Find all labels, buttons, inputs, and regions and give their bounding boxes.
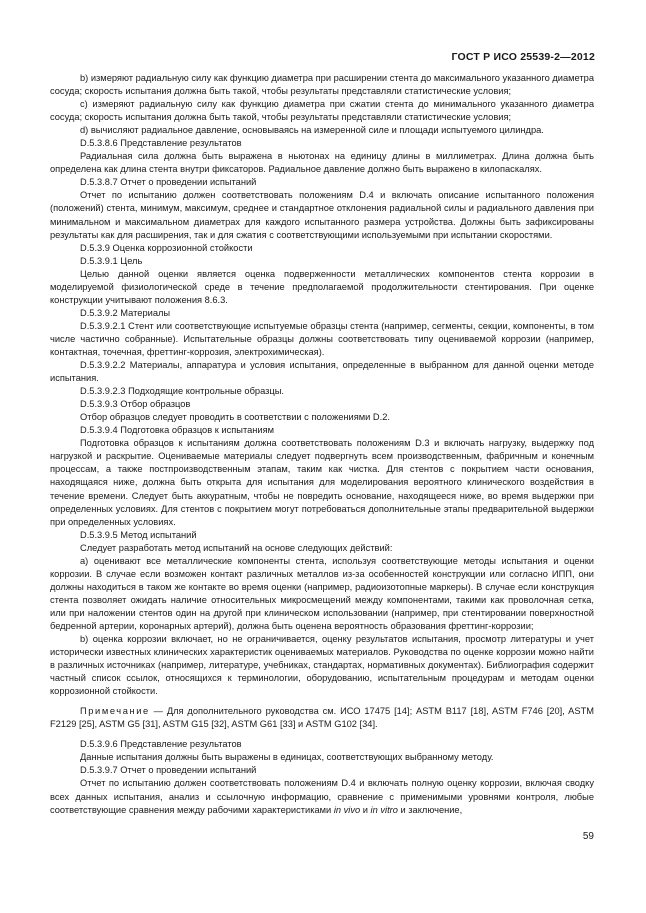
paragraph: Подготовка образцов к испытаниям должна соответствовать положениям D.3 и включать нагрузку, выдержку под нагрузкой и раскрытие. Оцениваемые материалы следует подвергнуть всем производственным, фабричным и конечным процессам, а также постпроизводственным этапам, таким как чистка. Для стентов с покрытием части основания, находящаяся ниже, должна быть открыта для испытания для моделирования вероятного клинического воздействия в течение времени. Следует быть аккуратным, чтобы не повредить основание, находящееся ниже, во время выдержки при определенных условиях. Для стентов с покрытием могут потребоваться дополнительные этапы предварительной выдержки при определенных условиях.: [50, 438, 594, 527]
standard-title: ГОСТ Р ИСО 25539-2—2012: [451, 51, 595, 63]
paragraph: b) оценка коррозии включает, но не ограничивается, оценку результатов испытания, просмотр литературы и учет исторически известных клинических характеристик оцениваемых материалов. Руководства по оценке коррозии можно найти в различных источниках (например, литературе, учебниках, стандартах, нормативных документах). Библиография содержит частный список ссылок, относящихся к терминологии, оборудованию, испытательным процедурам и методам оценки коррозионной стойкости.: [50, 634, 594, 697]
paragraph: Отчет по испытанию должен соответствовать положениям D.4 и включать описание испытанного положения (положений) стента, минимум, максимум, среднее и стандартное отклонения радиальной силы и радиального давления при минимальном и максимальном диаметрах для каждого испытанного размера устройства. Должны быть зафиксированы результаты как для расширения, так и для сжатия с соответствующими используемыми при испытании скоростями.: [50, 190, 594, 240]
section-heading: Данные испытания должны быть выражены в единицах, соответствующих выбранному методу.: [80, 752, 494, 763]
section-heading: Следует разработать метод испытаний на основе следующих действий:: [80, 542, 393, 553]
italic-term: in vitro: [370, 804, 398, 815]
paragraph-group: [50, 738, 594, 777]
section-heading: D.5.3.9.2.3 Подходящие контрольные образцы.: [80, 386, 284, 397]
section-heading: D.5.3.9.6 Представление результатов: [80, 739, 242, 750]
paragraph: [50, 777, 594, 816]
note-text: — Для дополнительного руководства см. ИСО 17475 [14]; ASTM B117 [18], ASTM F746 [20], ASTM F2129 [25], ASTM G5 [31], ASTM G15 [32], ASTM G61 [33] и ASTM G102 [34].: [50, 706, 594, 730]
note-paragraph: [50, 705, 594, 731]
section-heading: D.5.3.9.1 Цель: [80, 255, 143, 266]
section-heading: D.5.3.9 Оценка коррозионной стойкости: [80, 242, 253, 253]
paragraph: d) вычисляют радиальное давление, основываясь на измеренной силе и площади испытуемого цилиндра.: [80, 125, 544, 136]
note-label: Примечание: [80, 706, 150, 717]
text-run: Отчет по испытанию должен соответствовать положениям D.4 и включать полную оценку коррозии, включая сводку всех данных испытания, анализ и ссылочную информацию, сравнение с применимыми уровнями контроля, любые соответствующие сравнения между рабочими характеристиками: [50, 778, 594, 815]
paragraph-group: [50, 72, 594, 698]
paragraph: с) измеряют радиальную силу как функцию диаметра при сжатии стента до минимального указанного диаметра сосуда; скорость испытания должна быть такой, чтобы результаты представляли статистические условия;: [50, 99, 594, 123]
page-number: 59: [582, 831, 594, 842]
paragraph: D.5.3.9.2.2 Материалы, аппаратура и условия испытания, определенные в выбранном для данной оценки методе испытания.: [50, 360, 594, 384]
section-heading: D.5.3.8.7 Отчет о проведении испытаний: [80, 177, 257, 188]
section-heading: D.5.3.9.5 Метод испытаний: [80, 529, 197, 540]
page-content: [50, 72, 594, 817]
text-run: и: [360, 804, 371, 815]
section-heading: D.5.3.9.3 Отбор образцов: [80, 399, 191, 410]
paragraph: а) оценивают все металлические компоненты стента, используя соответствующие методы испытания и оценки коррозии. В случае если возможен контакт различных металлов из-за особенностей конструкции или согласно ИПП, они должны находиться в таком же контакте во время оценки (например, радиоизотопные маркеры). В случае если конструкция стента позволяет ожидать наличие относительных микросмещений между компонентами, такими как проволочная сетка, или при наложении стентов один на другой при клиническом использовании (например, при стентировании поверхностной бедренной артерии, коронарных артерий), должна быть оценена вероятность образования фреттинг-коррозии;: [50, 555, 594, 631]
section-heading: D.5.3.8.6 Представление результатов: [80, 138, 242, 149]
section-heading: D.5.3.9.2 Материалы: [80, 307, 171, 318]
paragraph: b) измеряют радиальную силу как функцию диаметра при расширении стента до максимального указанного диаметра сосуда; скорость испытания должна быть такой, чтобы результаты представляли статистические условия;: [50, 73, 594, 97]
paragraph: Радиальная сила должна быть выражена в ньютонах на единицу длины в миллиметрах. Длина должна быть определена как длина стента внутри фиксаторов. Радиальное давление должно быть выражено в килопаскалях.: [50, 151, 594, 175]
section-heading: D.5.3.9.7 Отчет о проведении испытаний: [80, 765, 257, 776]
text-run: и заключение,: [397, 804, 463, 815]
paragraph: Целью данной оценки является оценка подверженности металлических компонентов стента коррозии в моделируемой физиологической среде в течение предполагаемой продолжительности стентирования. При оценке конструкции учитывают положения 8.6.3.: [50, 268, 594, 305]
italic-term: in vivo: [333, 804, 361, 815]
section-heading: Отбор образцов следует проводить в соответствии с положениями D.2.: [80, 412, 390, 423]
paragraph: D.5.3.9.2.1 Стент или соответствующие испытуемые образцы стента (например, сегменты, секции, компоненты, в том числе частично собранные). Испытательные образцы должны соответствовать типу оцениваемой коррозии (например, контактная, точечная, фреттинг-коррозия, электрохимическая).: [50, 320, 594, 357]
section-heading: D.5.3.9.4 Подготовка образцов к испытаниям: [80, 425, 275, 436]
